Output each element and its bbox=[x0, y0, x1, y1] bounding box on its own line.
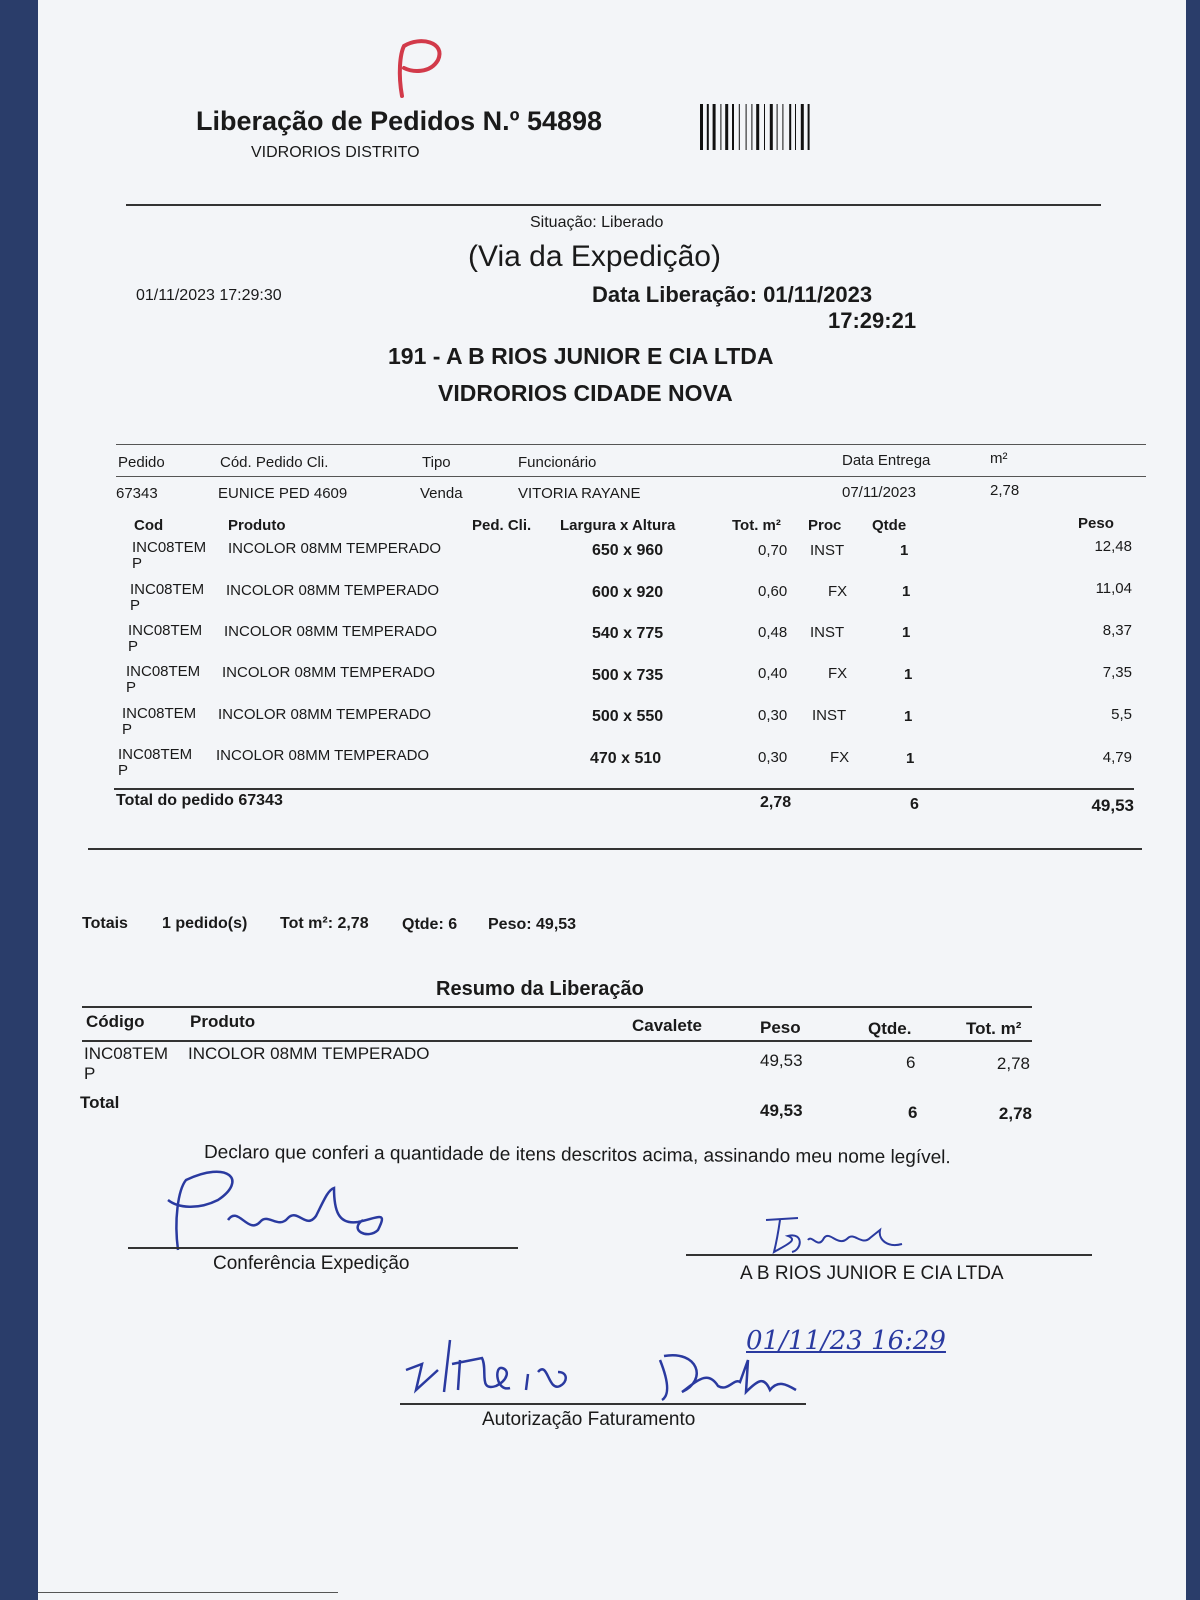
label-funcionario: Funcionário bbox=[518, 454, 597, 471]
item-produto: INCOLOR 08MM TEMPERADO bbox=[226, 582, 440, 599]
order-number: 67343 bbox=[116, 485, 158, 502]
resumo-header-produto: Produto bbox=[190, 1012, 256, 1031]
resumo-header-peso: Peso bbox=[760, 1018, 801, 1037]
signature-line-conferencia bbox=[128, 1247, 518, 1249]
totais-m2: Tot m²: 2,78 bbox=[280, 915, 369, 932]
items-header-qtde: Qtde bbox=[872, 517, 907, 534]
item-qtde: 1 bbox=[902, 583, 911, 600]
label-tipo: Tipo bbox=[422, 454, 451, 471]
resumo-total-qtde: 6 bbox=[908, 1103, 918, 1122]
item-cod: INC08TEM P bbox=[122, 705, 197, 738]
item-qtde: 1 bbox=[906, 750, 915, 767]
totais-peso: Peso: 49,53 bbox=[488, 916, 577, 933]
order-type: Venda bbox=[420, 485, 463, 502]
item-tot-m2: 0,40 bbox=[758, 665, 788, 682]
items-header-proc: Proc bbox=[808, 517, 842, 534]
item-cod: INC08TEM P bbox=[132, 539, 207, 572]
item-cod: INC08TEM P bbox=[128, 622, 203, 655]
item-proc: INST bbox=[810, 542, 845, 559]
resumo-total-tot-m2: 2,78 bbox=[998, 1104, 1032, 1123]
item-tot-m2: 0,48 bbox=[758, 624, 788, 641]
resumo-codigo: INC08TEM P bbox=[84, 1044, 169, 1083]
declaration-text: Declaro que conferi a quantidade de itens descritos acima, assinando meu nome legível. bbox=[203, 1142, 951, 1169]
barcode bbox=[700, 104, 872, 150]
order-m2: 2,78 bbox=[990, 482, 1020, 499]
item-dimensions: 500 x 550 bbox=[592, 708, 664, 725]
resumo-tot-m2: 2,78 bbox=[996, 1054, 1030, 1073]
order-total-qtde: 6 bbox=[910, 796, 919, 813]
resumo-title: Resumo da Liberação bbox=[436, 978, 644, 1000]
item-dimensions: 470 x 510 bbox=[590, 750, 662, 767]
item-qtde: 1 bbox=[904, 666, 913, 683]
order-header-rule bbox=[116, 476, 1146, 477]
item-dimensions: 500 x 735 bbox=[592, 667, 664, 684]
resumo-header-rule bbox=[82, 1040, 1032, 1042]
client-name: 191 - A B RIOS JUNIOR E CIA LTDA bbox=[388, 343, 774, 369]
item-produto: INCOLOR 08MM TEMPERADO bbox=[218, 706, 432, 723]
totais-label: Totais bbox=[82, 915, 128, 932]
label-pedido: Pedido bbox=[118, 454, 165, 471]
label-m2: m² bbox=[990, 450, 1008, 467]
item-proc: INST bbox=[810, 624, 845, 641]
order-client-code: EUNICE PED 4609 bbox=[218, 485, 348, 502]
copy-type: (Via da Expedição) bbox=[468, 240, 721, 273]
items-header-pedcli: Ped. Cli. bbox=[472, 517, 532, 534]
resumo-total-label: Total bbox=[80, 1093, 120, 1112]
item-peso: 12,48 bbox=[1094, 538, 1132, 555]
resumo-header-tot-m2: Tot. m² bbox=[966, 1019, 1022, 1038]
status-text: Situação: Liberado bbox=[530, 214, 664, 231]
items-header-peso: Peso bbox=[1078, 515, 1114, 532]
item-tot-m2: 0,70 bbox=[758, 542, 788, 559]
item-qtde: 1 bbox=[904, 708, 913, 725]
item-peso: 8,37 bbox=[1102, 622, 1132, 639]
item-proc: FX bbox=[830, 749, 850, 766]
signature-label-cliente: A B RIOS JUNIOR E CIA LTDA bbox=[740, 1263, 1004, 1284]
items-header-tot-m2: Tot. m² bbox=[732, 517, 781, 534]
item-tot-m2: 0,30 bbox=[758, 749, 788, 766]
resumo-peso: 49,53 bbox=[760, 1051, 803, 1070]
release-date: Data Liberação: 01/11/2023 bbox=[592, 282, 873, 307]
item-proc: FX bbox=[828, 665, 848, 682]
resumo-header-cavalete: Cavalete bbox=[632, 1016, 702, 1035]
order-delivery-date: 07/11/2023 bbox=[842, 484, 916, 501]
item-proc: FX bbox=[828, 583, 848, 600]
items-header-produto: Produto bbox=[228, 517, 286, 534]
item-qtde: 1 bbox=[902, 624, 911, 641]
item-produto: INCOLOR 08MM TEMPERADO bbox=[224, 623, 438, 640]
order-top-rule bbox=[116, 444, 1146, 445]
client-store: VIDRORIOS CIDADE NOVA bbox=[438, 380, 733, 406]
order-total-peso: 49,53 bbox=[1091, 796, 1134, 815]
item-produto: INCOLOR 08MM TEMPERADO bbox=[216, 747, 430, 764]
items-header-cod: Cod bbox=[134, 517, 164, 534]
handwritten-datetime: 01/11/23 16:29 bbox=[746, 1326, 946, 1356]
item-qtde: 1 bbox=[900, 542, 909, 559]
signature-label-autorizacao: Autorização Faturamento bbox=[482, 1409, 696, 1430]
item-peso: 5,5 bbox=[1111, 706, 1132, 723]
signature-label-conferencia: Conferência Expedição bbox=[213, 1253, 410, 1274]
signature-line-cliente bbox=[686, 1254, 1092, 1256]
item-peso: 7,35 bbox=[1102, 664, 1132, 681]
bottom-rule bbox=[38, 1592, 338, 1593]
order-total-label: Total do pedido 67343 bbox=[116, 792, 283, 809]
item-tot-m2: 0,60 bbox=[758, 583, 788, 600]
item-proc: INST bbox=[812, 707, 847, 724]
signature-line-autorizacao bbox=[400, 1403, 806, 1405]
item-peso: 4,79 bbox=[1102, 749, 1132, 766]
item-cod: INC08TEM P bbox=[130, 581, 205, 614]
section-divider bbox=[88, 848, 1142, 850]
release-time: 17:29:21 bbox=[828, 308, 917, 333]
document-subtitle: VIDRORIOS DISTRITO bbox=[251, 144, 420, 161]
item-cod: INC08TEM P bbox=[118, 746, 193, 779]
resumo-total-peso: 49,53 bbox=[760, 1101, 803, 1120]
item-produto: INCOLOR 08MM TEMPERADO bbox=[228, 540, 442, 557]
document-title: Liberação de Pedidos N.º 54898 bbox=[196, 106, 603, 136]
items-header-dimensions: Largura x Altura bbox=[560, 517, 676, 534]
item-dimensions: 540 x 775 bbox=[592, 625, 664, 642]
resumo-top-rule bbox=[82, 1006, 1032, 1008]
print-datetime: 01/11/2023 17:29:30 bbox=[136, 287, 282, 304]
totais-pedidos: 1 pedido(s) bbox=[162, 915, 248, 932]
resumo-header-qtde: Qtde. bbox=[868, 1019, 912, 1038]
item-peso: 11,04 bbox=[1095, 580, 1132, 597]
totais-qtde: Qtde: 6 bbox=[402, 916, 458, 933]
order-total-rule bbox=[114, 788, 1134, 790]
order-total-m2: 2,78 bbox=[760, 794, 792, 811]
item-cod: INC08TEM P bbox=[126, 663, 201, 696]
header-divider bbox=[126, 204, 1101, 206]
resumo-produto: INCOLOR 08MM TEMPERADO bbox=[188, 1044, 430, 1063]
item-dimensions: 600 x 920 bbox=[592, 584, 664, 601]
order-employee: VITORIA RAYANE bbox=[518, 485, 641, 502]
item-tot-m2: 0,30 bbox=[758, 707, 788, 724]
document-sheet bbox=[38, 0, 1186, 1600]
label-cod-pedido: Cód. Pedido Cli. bbox=[220, 454, 329, 471]
item-produto: INCOLOR 08MM TEMPERADO bbox=[222, 664, 436, 681]
red-p-mark bbox=[368, 34, 448, 104]
resumo-qtde: 6 bbox=[906, 1053, 916, 1072]
resumo-header-codigo: Código bbox=[86, 1012, 145, 1031]
label-data-entrega: Data Entrega bbox=[842, 452, 931, 469]
item-dimensions: 650 x 960 bbox=[592, 542, 664, 559]
